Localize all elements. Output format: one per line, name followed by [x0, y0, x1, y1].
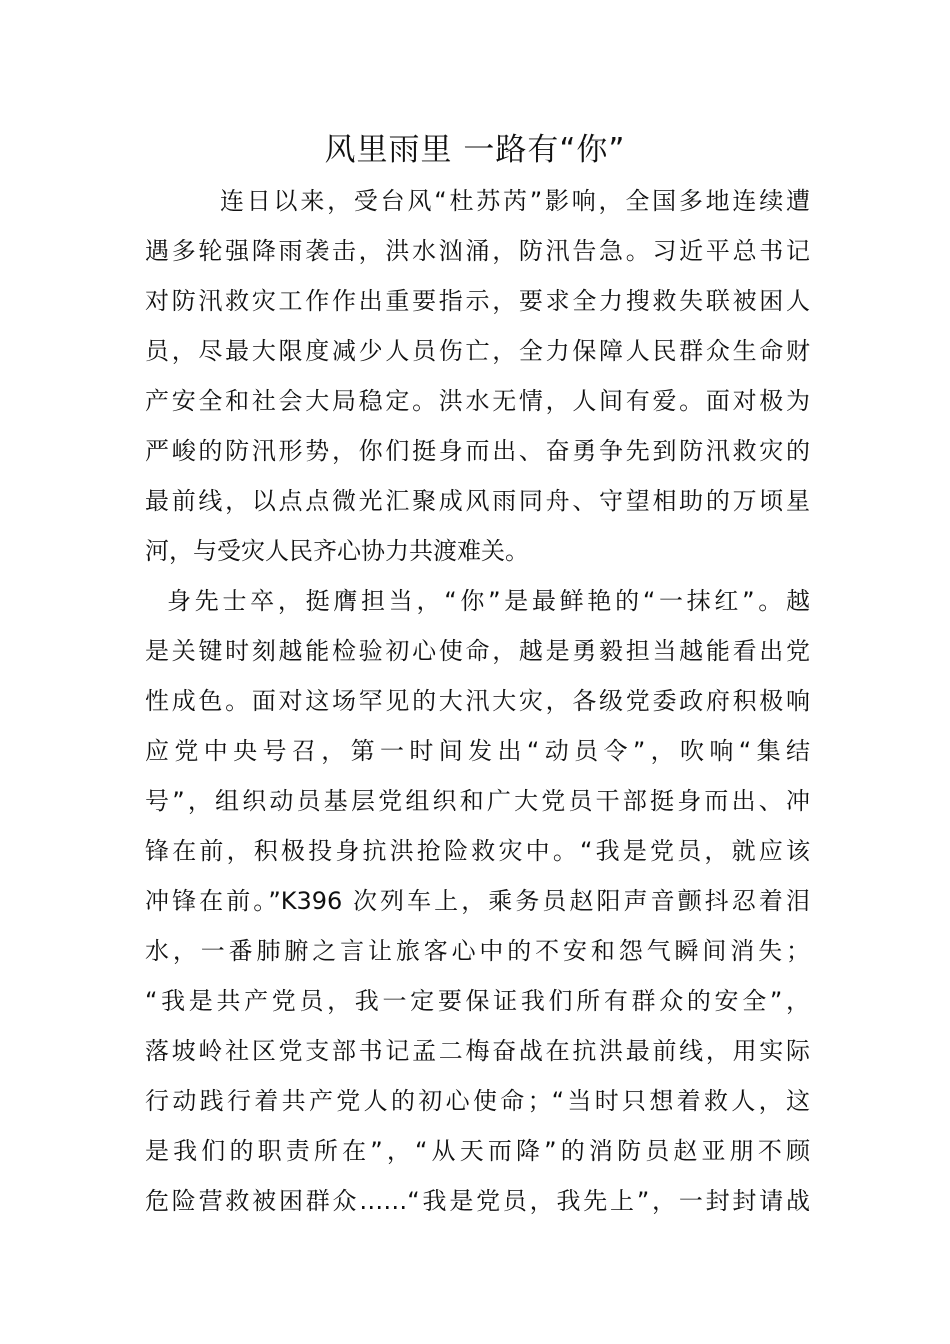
paragraph-line: “我是共产党员，我一定要保证我们所有群众的安全”，	[145, 987, 810, 1015]
paragraph-line: 水，一番肺腑之言让旅客心中的不安和怨气瞬间消失；	[145, 937, 810, 965]
paragraph-line: 危险营救被困群众……“我是党员，我先上”，一封封请战	[145, 1187, 810, 1215]
paragraph-line: 遇多轮强降雨袭击，洪水汹涌，防汛告急。习近平总书记	[145, 237, 810, 265]
paragraph-line: 产安全和社会大局稳定。洪水无情，人间有爱。面对极为	[145, 387, 810, 415]
paragraph-line: 最前线，以点点微光汇聚成风雨同舟、守望相助的万顷星	[145, 487, 810, 515]
paragraph-line: 河，与受灾人民齐心协力共渡难关。	[145, 537, 529, 565]
paragraph-line: 应党中央号召，第一时间发出“动员令”，吹响“集结	[145, 737, 810, 765]
paragraph-1	[145, 176, 810, 576]
paragraph-line: 冲锋在前。”K396 次列车上，乘务员赵阳声音颤抖忍着泪	[145, 887, 810, 915]
paragraph-line: 号”，组织动员基层党组织和广大党员干部挺身而出、冲	[145, 787, 810, 815]
paragraph-line: 行动践行着共产党人的初心使命；“当时只想着救人，这	[145, 1087, 810, 1115]
paragraph-2	[145, 576, 810, 1226]
paragraph-line: 员，尽最大限度减少人员伤亡，全力保障人民群众生命财	[145, 337, 810, 365]
document-body	[145, 176, 810, 1226]
paragraph-line: 落坡岭社区党支部书记孟二梅奋战在抗洪最前线，用实际	[145, 1037, 810, 1065]
paragraph-line: 严峻的防汛形势，你们挺身而出、奋勇争先到防汛救灾的	[145, 437, 810, 465]
paragraph-line: 性成色。面对这场罕见的大汛大灾，各级党委政府积极响	[145, 687, 810, 715]
paragraph-line: 连日以来，受台风“杜苏芮”影响，全国多地连续遭	[220, 187, 810, 215]
document-title: 风里雨里 一路有“你”	[324, 132, 626, 168]
paragraph-line: 是关键时刻越能检验初心使命，越是勇毅担当越能看出党	[145, 637, 810, 665]
paragraph-line: 锋在前，积极投身抗洪抢险救灾中。“我是党员，就应该	[145, 837, 810, 865]
paragraph-line: 身先士卒，挺膺担当，“你”是最鲜艳的“一抹红”。越	[167, 587, 810, 615]
paragraph-line: 对防汛救灾工作作出重要指示，要求全力搜救失联被困人	[145, 287, 810, 315]
paragraph-line: 是我们的职责所在”，“从天而降”的消防员赵亚朋不顾	[145, 1137, 810, 1165]
